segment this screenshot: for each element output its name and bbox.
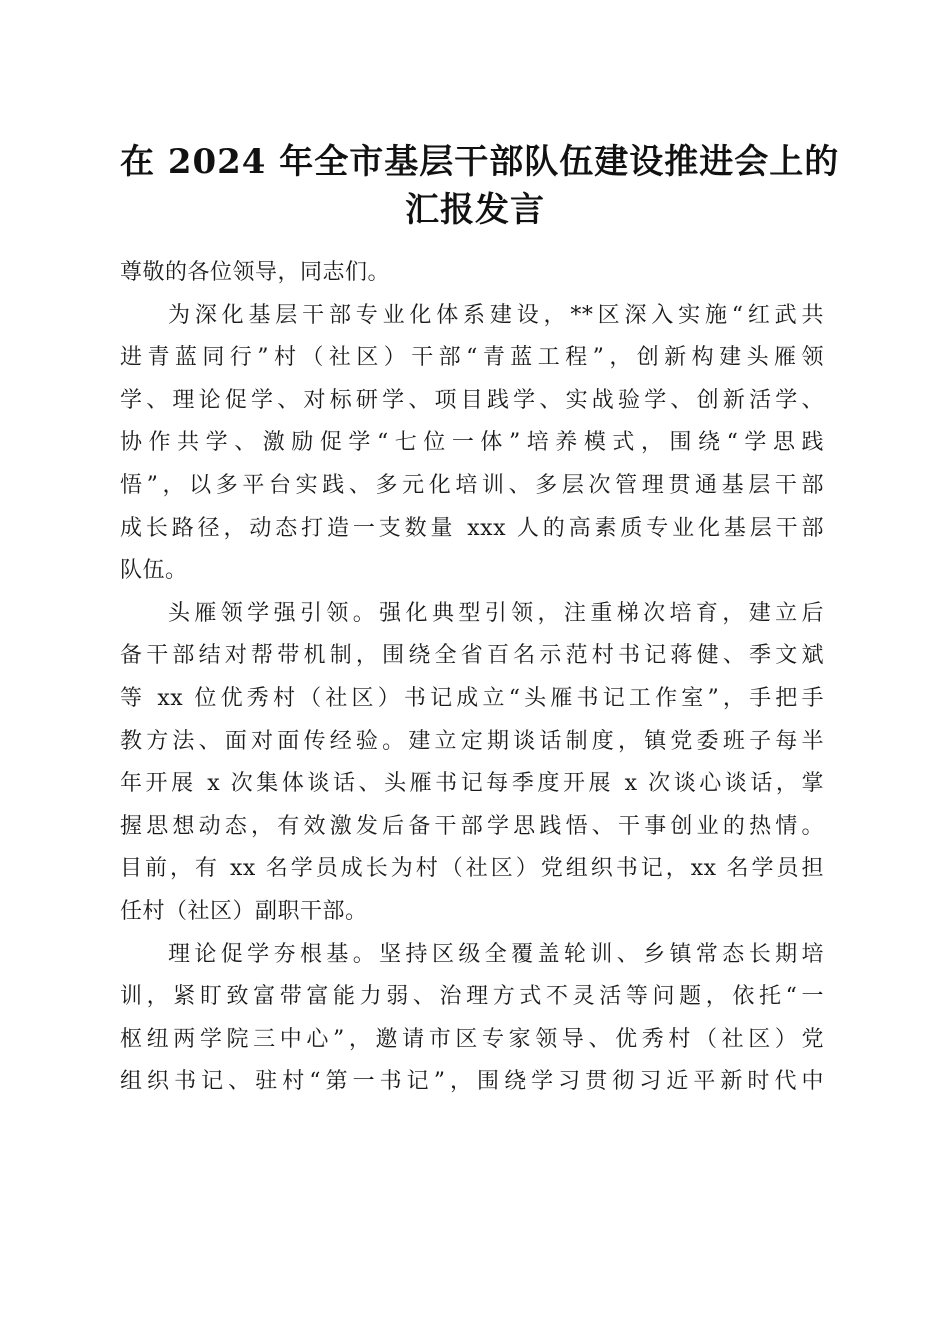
paragraph-line: 等 xx 位优秀村（社区）书记成立“头雁书记工作室”，手把手 [120,685,824,711]
paragraph-line: 理论促学夯根基。坚持区级全覆盖轮训、乡镇常态长期培 [168,941,824,967]
paragraph-line: 任村（社区）副职干部。 [120,898,368,924]
paragraph-line: 握思想动态，有效激发后备干部学思践悟、干事创业的热情。 [120,813,824,839]
paragraph-line: 悟”，以多平台实践、多元化培训、多层次管理贯通基层干部 [120,472,824,498]
title-line: 汇报发言 [405,190,545,230]
paragraph-line: 学、理论促学、对标研学、项目践学、实战验学、创新活学、 [120,387,824,413]
paragraph-line: 队伍。 [120,558,188,584]
salutation: 尊敬的各位领导，同志们。 [120,260,391,285]
document-title [120,138,840,234]
paragraph-line: 头雁领学强引领。强化典型引领，注重梯次培育，建立后 [168,600,824,626]
paragraph-line: 协作共学、激励促学“七位一体”培养模式，围绕“学思践 [120,430,824,456]
paragraph-line: 训，紧盯致富带富能力弱、治理方式不灵活等问题，依托“一 [120,984,824,1010]
paragraph-line: 为深化基层干部专业化体系建设，**区深入实施“红武共 [168,302,824,328]
paragraph-line: 教方法、面对面传经验。建立定期谈话制度，镇党委班子每半 [120,728,824,754]
paragraph-line: 成长路径，动态打造一支数量 xxx 人的高素质专业化基层干部 [120,515,824,541]
paragraph-line: 备干部结对帮带机制，围绕全省百名示范村书记蒋健、季文斌 [120,643,824,669]
paragraph-line: 组织书记、驻村“第一书记”，围绕学习贯彻习近平新时代中 [120,1069,824,1095]
paragraph-line: 进青蓝同行”村（社区）干部“青蓝工程”，创新构建头雁领 [120,345,824,371]
paragraph-line: 枢纽两学院三中心”，邀请市区专家领导、优秀村（社区）党 [120,1026,824,1052]
paragraph-line: 年开展 x 次集体谈话、头雁书记每季度开展 x 次谈心谈话，掌 [120,771,824,797]
document-body [120,252,824,1104]
paragraph-line: 目前，有 xx 名学员成长为村（社区）党组织书记，xx 名学员担 [120,856,824,882]
title-line: 在 2024 年全市基层干部队伍建设推进会上的 [120,142,840,182]
